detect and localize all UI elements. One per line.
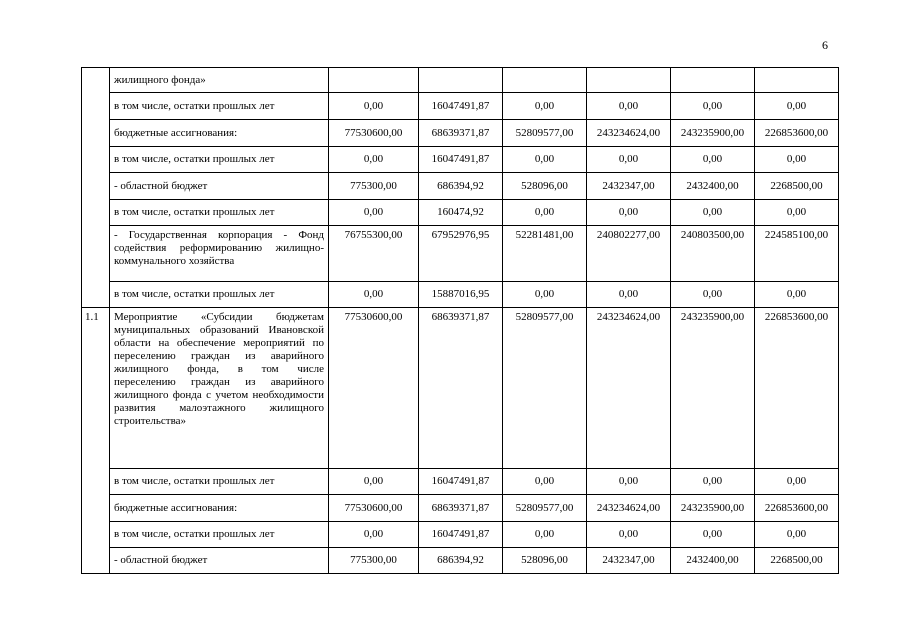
value-cell: 240802277,00 <box>587 226 671 282</box>
value-cell: 226853600,00 <box>755 308 839 469</box>
value-cell: 0,00 <box>503 200 587 226</box>
value-cell: 0,00 <box>329 200 419 226</box>
value-cell: 0,00 <box>503 93 587 120</box>
value-cell: 243235900,00 <box>671 120 755 147</box>
page-number: 6 <box>822 38 828 52</box>
value-cell: 0,00 <box>755 522 839 548</box>
value-cell: 67952976,95 <box>419 226 503 282</box>
value-cell: 16047491,87 <box>419 522 503 548</box>
table-row <box>82 200 839 226</box>
value-cell: 0,00 <box>671 522 755 548</box>
budget-table <box>81 67 839 574</box>
value-cell <box>419 68 503 93</box>
value-cell: 0,00 <box>587 147 671 173</box>
value-cell: 0,00 <box>503 522 587 548</box>
table-row <box>82 173 839 200</box>
value-cell: 0,00 <box>671 93 755 120</box>
value-cell: 243235900,00 <box>671 495 755 522</box>
value-cell: 0,00 <box>671 469 755 495</box>
value-cell: 0,00 <box>671 200 755 226</box>
value-cell: 0,00 <box>329 93 419 120</box>
table-row <box>82 522 839 548</box>
value-cell <box>755 68 839 93</box>
value-cell: 77530600,00 <box>329 495 419 522</box>
row-description: в том числе, остатки прошлых лет <box>110 200 329 226</box>
value-cell: 0,00 <box>329 147 419 173</box>
value-cell: 686394,92 <box>419 548 503 574</box>
value-cell: 775300,00 <box>329 173 419 200</box>
value-cell: 68639371,87 <box>419 495 503 522</box>
table-row <box>82 495 839 522</box>
value-cell: 0,00 <box>329 282 419 308</box>
table-row <box>82 226 839 282</box>
table-row-event <box>82 308 839 469</box>
value-cell: 0,00 <box>587 200 671 226</box>
value-cell: 0,00 <box>671 147 755 173</box>
value-cell: 52809577,00 <box>503 308 587 469</box>
index-cell-empty <box>82 68 110 308</box>
value-cell: 52809577,00 <box>503 495 587 522</box>
value-cell: 775300,00 <box>329 548 419 574</box>
table-row <box>82 147 839 173</box>
value-cell: 76755300,00 <box>329 226 419 282</box>
value-cell: 243235900,00 <box>671 308 755 469</box>
value-cell <box>503 68 587 93</box>
value-cell: 52809577,00 <box>503 120 587 147</box>
row-description: в том числе, остатки прошлых лет <box>110 93 329 120</box>
value-cell <box>587 68 671 93</box>
value-cell: 0,00 <box>671 282 755 308</box>
value-cell: 243234624,00 <box>587 308 671 469</box>
value-cell: 0,00 <box>329 522 419 548</box>
value-cell <box>671 68 755 93</box>
value-cell: 243234624,00 <box>587 120 671 147</box>
value-cell: 224585100,00 <box>755 226 839 282</box>
row-description: бюджетные ассигнования: <box>110 120 329 147</box>
value-cell: 0,00 <box>503 282 587 308</box>
table-row <box>82 469 839 495</box>
table-row <box>82 548 839 574</box>
value-cell: 77530600,00 <box>329 308 419 469</box>
value-cell: 68639371,87 <box>419 308 503 469</box>
row-index: 1.1 <box>82 308 110 574</box>
table-row <box>82 282 839 308</box>
value-cell: 2268500,00 <box>755 548 839 574</box>
value-cell: 686394,92 <box>419 173 503 200</box>
value-cell <box>329 68 419 93</box>
row-description: в том числе, остатки прошлых лет <box>110 522 329 548</box>
value-cell: 2432347,00 <box>587 548 671 574</box>
value-cell: 226853600,00 <box>755 495 839 522</box>
value-cell: 243234624,00 <box>587 495 671 522</box>
table-row <box>82 68 839 93</box>
row-description: - Государственная корпорация - Фонд содействия реформированию жилищно-коммунального хозяйства <box>110 226 329 282</box>
value-cell: 16047491,87 <box>419 469 503 495</box>
value-cell: 0,00 <box>329 469 419 495</box>
table-row <box>82 93 839 120</box>
value-cell: 0,00 <box>755 200 839 226</box>
table-row <box>82 120 839 147</box>
value-cell: 16047491,87 <box>419 147 503 173</box>
value-cell: 528096,00 <box>503 173 587 200</box>
row-description: в том числе, остатки прошлых лет <box>110 469 329 495</box>
event-description: Мероприятие «Субсидии бюджетам муниципальных образований Ивановской области на обеспечение мероприятий по переселению граждан из аварийного жилищного фонда, в том числе переселению граждан из аварийного жилищного фонда с учетом необходимости развития малоэтажного жилищного строительства» <box>110 308 329 469</box>
row-description: в том числе, остатки прошлых лет <box>110 282 329 308</box>
value-cell: 0,00 <box>755 282 839 308</box>
row-description: в том числе, остатки прошлых лет <box>110 147 329 173</box>
row-description: бюджетные ассигнования: <box>110 495 329 522</box>
value-cell: 0,00 <box>587 469 671 495</box>
value-cell: 0,00 <box>587 93 671 120</box>
value-cell: 226853600,00 <box>755 120 839 147</box>
value-cell: 0,00 <box>503 469 587 495</box>
row-description: жилищного фонда» <box>110 68 329 93</box>
value-cell: 2432347,00 <box>587 173 671 200</box>
row-description: - областной бюджет <box>110 173 329 200</box>
value-cell: 0,00 <box>755 147 839 173</box>
value-cell: 0,00 <box>587 282 671 308</box>
value-cell: 2432400,00 <box>671 173 755 200</box>
value-cell: 0,00 <box>755 93 839 120</box>
value-cell: 52281481,00 <box>503 226 587 282</box>
value-cell: 0,00 <box>755 469 839 495</box>
value-cell: 0,00 <box>587 522 671 548</box>
value-cell: 2268500,00 <box>755 173 839 200</box>
value-cell: 16047491,87 <box>419 93 503 120</box>
value-cell: 77530600,00 <box>329 120 419 147</box>
value-cell: 160474,92 <box>419 200 503 226</box>
value-cell: 0,00 <box>503 147 587 173</box>
value-cell: 2432400,00 <box>671 548 755 574</box>
value-cell: 240803500,00 <box>671 226 755 282</box>
row-description: - областной бюджет <box>110 548 329 574</box>
value-cell: 68639371,87 <box>419 120 503 147</box>
value-cell: 528096,00 <box>503 548 587 574</box>
value-cell: 15887016,95 <box>419 282 503 308</box>
